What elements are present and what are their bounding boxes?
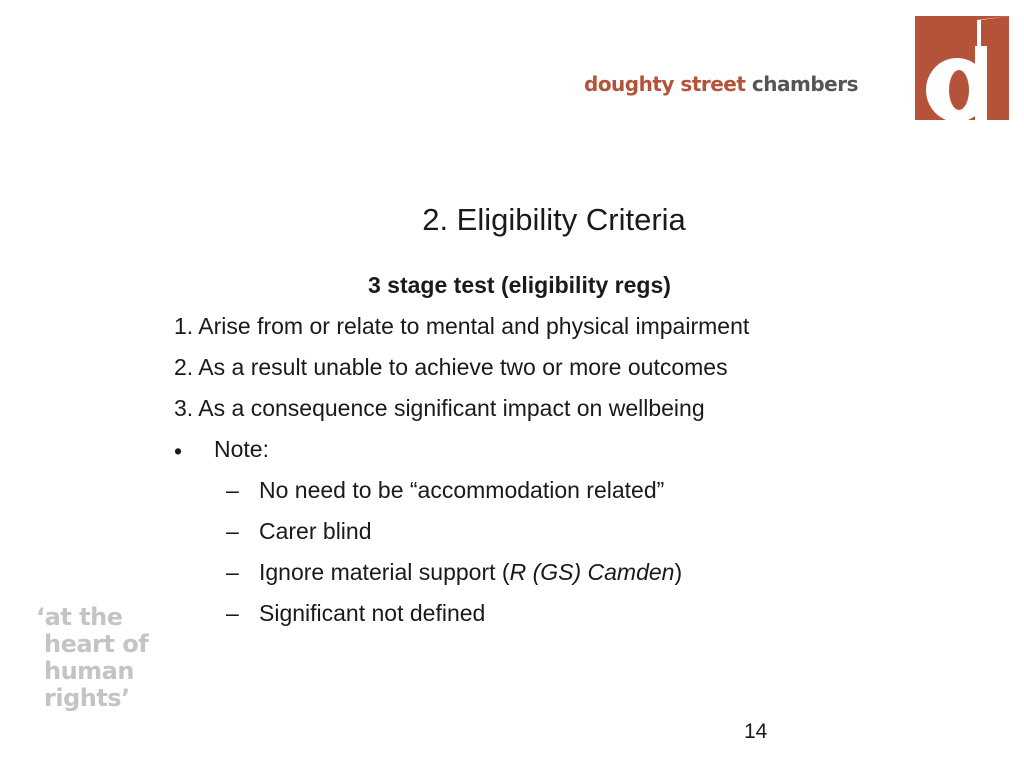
tagline-line-4: rights’ — [44, 684, 130, 712]
sub-item-3 — [259, 559, 682, 586]
bullet-icon: • — [174, 438, 183, 464]
wordmark-doughty-street: doughty street — [584, 72, 752, 96]
dash-icon: – — [226, 600, 239, 626]
numbered-item-1: 1. Arise from or relate to mental and physical impairment — [174, 313, 750, 339]
logo-wordmark — [584, 72, 858, 96]
sub-item-2: Carer blind — [259, 518, 372, 544]
letter-d-logo-icon — [915, 16, 1009, 121]
note-label: Note: — [214, 436, 269, 462]
sub-item-3-prefix: Ignore material support ( — [259, 559, 510, 585]
numbered-item-3: 3. As a consequence significant impact on wellbeing — [174, 395, 705, 421]
sub-item-4: Significant not defined — [259, 600, 486, 626]
dash-icon: – — [226, 559, 239, 585]
tagline-line-1: ‘at the — [36, 603, 123, 631]
dash-icon: – — [226, 518, 239, 544]
tagline — [36, 604, 148, 712]
tagline-line-3: human — [44, 657, 134, 685]
sub-item-3-suffix: ) — [674, 559, 683, 585]
sub-item-1: No need to be “accommodation related” — [259, 477, 665, 503]
case-citation: R (GS) Camden — [509, 559, 675, 585]
slide-title: 2. Eligibility Criteria — [422, 202, 686, 237]
page-number: 14 — [744, 720, 768, 743]
dash-icon: – — [226, 477, 239, 503]
tagline-line-2: heart of — [44, 630, 149, 658]
subheading: 3 stage test (eligibility regs) — [368, 272, 671, 298]
numbered-item-2: 2. As a result unable to achieve two or more outcomes — [174, 354, 728, 380]
wordmark-chambers: chambers — [751, 72, 858, 96]
